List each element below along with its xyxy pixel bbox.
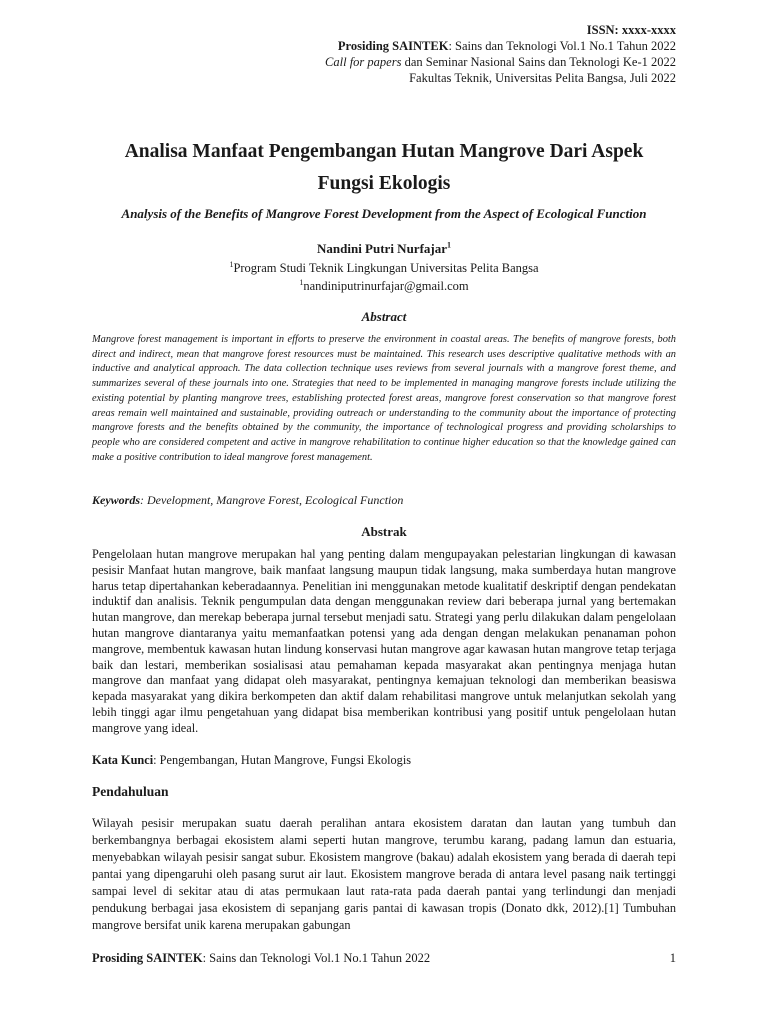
author-name-text: Nandini Putri Nurfajar bbox=[317, 241, 447, 256]
affiliation bbox=[92, 260, 676, 276]
introduction-heading: Pendahuluan bbox=[92, 784, 169, 799]
abstract-heading: Abstract bbox=[361, 309, 407, 324]
email-sup: 1 bbox=[299, 277, 304, 287]
abstrak-text: Pengelolaan hutan mangrove merupakan hal yang penting dalam mengupayakan pelestarian lingkungan di kawasan pesisir Manfaat hutan mangrove, baik manfaat langsung maupun tidak langsung, maka sumberdaya hutan mangrove harus tetap dipertahankan keberadaannya. Penelitian ini menggunakan metode kualitatif deskriptif dengan pendekatan induktif dan analisis. Teknik pengumpulan data dengan menggunakan review dari beberapa jurnal yang bertemakan hutan mangrove, dan merekap beberapa jurnal tersebut menjadi satu. Strategi yang perlu dilakukan dalam pengelolaan hutan mangrove diantaranya yaitu memanfaatkan potensi yang ada dengan dengan melakukan penanaman pohon mangrove, membentuk kawasan hutan lindung konservasi hutan mangrove agar kawasan hutan mangrove tetap terjaga baik dan lestari, memberikan sosialisasi atau pemahaman kepada masyarakat akan pentingnya menjaga hutan mangrove dan manfaat yang didapat oleh masyarakat, pentingnya kemajuan teknologi dan memberikan beasiswa kepada masyarakat yang dikira berkompeten dan aktif dalam rehabilitasi mangrove untuk melanjutkan sekolah yang lebih tinggi agar ilmu pengetahuan yang didapat bisa memberikan kontribusi yang positif untuk pengelolaan hutan mangrove yang ideal. bbox=[92, 547, 676, 735]
faculty-line: Fakultas Teknik, Universitas Pelita Bangsa, Juli 2022 bbox=[409, 71, 676, 85]
keywords bbox=[92, 493, 676, 508]
english-title: Analysis of the Benefits of Mangrove Forest Development from the Aspect of Ecological Function bbox=[121, 206, 647, 221]
author-name bbox=[92, 241, 676, 257]
proceedings-name: Prosiding SAINTEK bbox=[337, 39, 449, 53]
page-header bbox=[116, 22, 676, 86]
paper-title bbox=[92, 136, 676, 200]
call-for-papers-line bbox=[116, 54, 676, 70]
page-footer bbox=[92, 951, 676, 966]
keywords-list: : Development, Mangrove Forest, Ecological Function bbox=[140, 493, 404, 507]
footer-proceedings-volume: : Sains dan Teknologi Vol.1 No.1 Tahun 2022 bbox=[202, 951, 431, 965]
kata-kunci-label: Kata Kunci bbox=[92, 753, 154, 767]
title-line-2: Fungsi Ekologis bbox=[317, 173, 451, 194]
abstract-text: Mangrove forest management is important in efforts to preserve the environment in coastal areas. The benefits of mangrove forests, both direct and indirect, mean that mangrove forest resources must be maintained. This research uses descriptive qualitative methods with an inductive and analytical approach. The data collection technique uses reviews from several journals with a mangrove forest theme, and summarizes several of these journals into one. Strategies that need to be implemented in managing mangrove forests include utilizing the existing potential by planting mangrove trees, establishing protected forest areas, mangrove forest conservation so that mangrove forest areas remain well maintained and sustainable, providing outreach or understanding to the community about the importance of protecting mangrove forests and the benefits obtained by the community, the importance of technological progress and providing scholarships to people who are considered competent and active in mangrove rehabilitation to continue higher education so that the knowledge gained can make a positive contribution to ideal mangrove forest management. bbox=[92, 334, 676, 463]
author-sup: 1 bbox=[447, 240, 451, 250]
kata-kunci bbox=[92, 753, 676, 768]
page-number: 1 bbox=[669, 951, 676, 965]
introduction-text: Wilayah pesisir merupakan suatu daerah peralihan antara ekosistem daratan dan lautan yang tumbuh dan berkembangnya berbagai ekosistem alami seperti hutan mangrove, terumbu karang, padang lamun dan estuaria, menyebabkan wilayah pesisir sangat subur. Ekosistem mangrove (bakau) adalah ekosistem yang berada di daerah tepi pantai yang dipengaruhi oleh pasang surut air laut. Ekosistem mangrove berada di antara level pasang naik tertinggi sampai level di sekitar atau di atas permukaan laut rata-rata pada daerah pantai yang terlindungi dan menjadi pendukung berbagai jasa ekosistem di sepanjang garis pantai di kawasan tropis (Donato dkk, 2012).[1] Tumbuhan mangrove bersifat unik karena merupakan gabungan bbox=[92, 816, 676, 932]
seminar-name: dan Seminar Nasional Sains dan Teknologi Ke-1 2022 bbox=[401, 55, 676, 69]
keywords-label: Keywords bbox=[92, 493, 140, 507]
email-text: nandiniputrinurfajar@gmail.com bbox=[303, 279, 469, 293]
proceedings-volume: : Sains dan Teknologi Vol.1 No.1 Tahun 2022 bbox=[448, 39, 676, 53]
issn: ISSN: xxxx-xxxx bbox=[586, 23, 676, 37]
affiliation-text: Program Studi Teknik Lingkungan Universitas Pelita Bangsa bbox=[233, 261, 539, 275]
abstrak-heading: Abstrak bbox=[361, 524, 407, 539]
footer-proceedings-name: Prosiding SAINTEK bbox=[92, 951, 203, 965]
kata-kunci-list: : Pengembangan, Hutan Mangrove, Fungsi Ekologis bbox=[153, 753, 412, 767]
affiliation-sup: 1 bbox=[229, 259, 234, 269]
author-email bbox=[92, 278, 676, 294]
title-line-1: Analisa Manfaat Pengembangan Hutan Mangrove Dari Aspek bbox=[124, 141, 644, 162]
footer-proceedings bbox=[92, 951, 430, 966]
proceedings-line bbox=[116, 38, 676, 54]
call-for-papers: Call for papers bbox=[325, 55, 402, 69]
